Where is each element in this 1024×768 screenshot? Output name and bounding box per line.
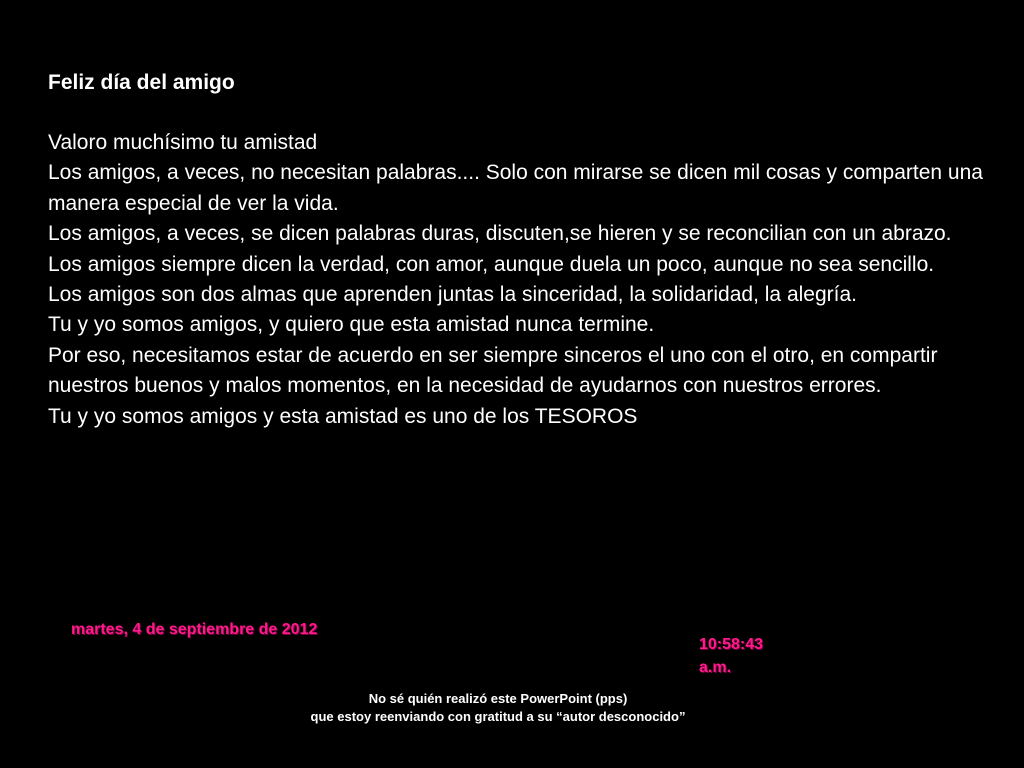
slide-date: martes, 4 de septiembre de 2012	[71, 621, 318, 638]
body-paragraph: Los amigos son dos almas que aprenden juntas la sinceridad, la solidaridad, la alegría.	[48, 283, 857, 307]
body-paragraph: Los amigos, a veces, se dicen palabras duras, discuten,se hieren y se reconcilian con un abrazo.	[48, 222, 952, 246]
slide-title: Feliz día del amigo	[48, 71, 235, 94]
body-paragraph: Tu y yo somos amigos y esta amistad es uno de los TESOROS	[48, 404, 638, 428]
body-paragraph: Por eso, necesitamos estar de acuerdo en ser siempre sinceros el uno con el otro, en compartir nuestros buenos y malos momentos, en la necesidad de ayudarnos con nuestros errores.	[48, 343, 938, 398]
slide-time: 10:58:43 a.m.	[699, 636, 764, 676]
body-paragraph: Los amigos siempre dicen la verdad, con amor, aunque duela un poco, aunque no sea sencillo.	[48, 252, 935, 276]
footer-line-2: que estoy reenviando con gratitud a su “autor desconocido”	[310, 709, 686, 724]
body-paragraph: Valoro muchísimo tu amistad	[48, 131, 318, 154]
slide-body	[48, 128, 988, 432]
slide-footer	[200, 690, 796, 726]
body-paragraph: Los amigos, a veces, no necesitan palabras.... Solo con mirarse se dicen mil cosas y comparten una manera especial de ver la vida.	[48, 161, 983, 215]
body-paragraph: Tu y yo somos amigos, y quiero que esta amistad nunca termine.	[48, 313, 655, 337]
footer-line-1: No sé quién realizó este PowerPoint (pps)	[368, 691, 628, 706]
